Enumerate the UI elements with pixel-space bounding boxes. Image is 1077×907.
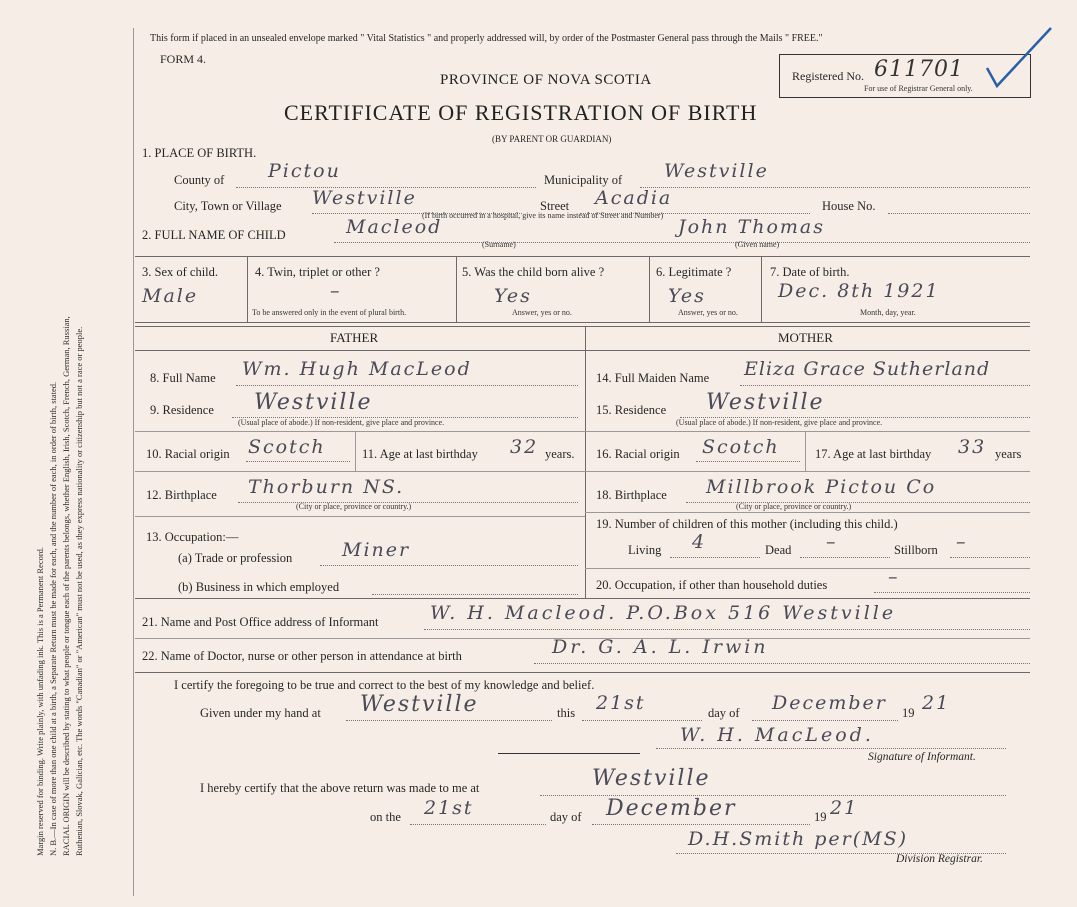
father-racial-label: 10. Racial origin [146, 447, 230, 461]
mother-stillborn-label: Stillborn [894, 543, 938, 557]
month-line [752, 720, 898, 721]
father-name-line [236, 385, 578, 386]
on-the-value: 21st [424, 797, 474, 819]
father-birthplace-value: Thorburn NS. [248, 476, 405, 498]
doctor-label: 22. Name of Doctor, nurse or other person in attendance at birth [142, 649, 462, 663]
child-name-label: 2. FULL NAME OF CHILD [142, 228, 286, 242]
mother-racial-line [696, 461, 800, 462]
form-number: FORM 4. [160, 52, 207, 66]
informant-signature-line [656, 748, 1006, 749]
mother-row-divider-2 [585, 471, 1030, 472]
alive-label: 5. Was the child born alive ? [462, 265, 605, 279]
birth-date-note: Month, day, year. [860, 308, 916, 317]
mother-name-label: 14. Full Maiden Name [596, 371, 710, 385]
check-mark-icon [985, 24, 1055, 94]
registrar-year-prefix: 19 [814, 810, 827, 824]
registrar-note: For use of Registrar General only. [864, 84, 973, 93]
twin-note: To be answered only in the event of plural birth. [252, 308, 407, 317]
legitimate-note: Answer, yes or no. [678, 308, 738, 317]
city-label: City, Town or Village [174, 199, 282, 213]
father-age-unit: years. [545, 447, 575, 461]
birth-date-label: 7. Date of birth. [770, 265, 850, 279]
signature-separator [498, 753, 640, 754]
informant-value: W. H. Macleod. P.O.Box 516 Westville [430, 602, 897, 624]
margin-note-multiple-birth: N. B.—In case of more than one child at a birth, a Separate Return must be made for each, and the number of each, in order of birth, stated. [48, 381, 58, 856]
municipality-label: Municipality of [544, 173, 623, 187]
place-of-birth-label: 1. PLACE OF BIRTH. [142, 146, 257, 160]
child-surname-value: Macleod [346, 216, 443, 238]
mother-dead-value: – [826, 531, 838, 553]
margin-notes [34, 76, 86, 856]
legitimate-value: Yes [668, 285, 706, 307]
certification-top-border [135, 672, 1030, 673]
informant-line [424, 629, 1030, 630]
on-the-line [410, 824, 546, 825]
mother-racial-label: 16. Racial origin [596, 447, 680, 461]
year-prefix: 19 [902, 706, 915, 720]
father-row-divider-2 [135, 471, 585, 472]
certification-statement: I certify the foregoing to be true and correct to the best of my knowledge and belief. [174, 678, 595, 692]
given-place-value: Westville [360, 692, 479, 717]
sex-label: 3. Sex of child. [142, 265, 219, 279]
registrar-year-value: 21 [830, 797, 859, 819]
father-age-value: 32 [510, 436, 539, 458]
margin-note-racial-origin: RACIAL ORIGIN will be described by stating to what people or tongue each of the parents belongs, whether English, Irish, Scotch, French, German, Russian, [61, 316, 71, 856]
margin-note-racial-origin-2: Ruthenian, Slovak, Galician, etc. The words "Canadian" or "American" must not be used, as they express nationality or citizenship but not a race or people. [74, 326, 84, 856]
house-line [888, 213, 1030, 214]
mother-dead-line [800, 557, 890, 558]
mother-birthplace-value: Millbrook Pictou Co [706, 476, 937, 498]
house-label: House No. [822, 199, 876, 213]
informant-top-border [135, 598, 1030, 599]
child-name-line [334, 242, 1030, 243]
mother-age-unit: years [995, 447, 1022, 461]
city-value: Westville [312, 187, 417, 209]
mother-residence-label: 15. Residence [596, 403, 667, 417]
postal-note: This form if placed in an unsealed envelope marked " Vital Statistics " and properly addressed will, by order of the Postmaster General pass through the Mails " FREE." [150, 33, 823, 44]
street-value: Acadia [595, 187, 673, 209]
registrar-place-value: Westville [592, 766, 711, 791]
mother-occupation-value: – [888, 566, 900, 588]
registrar-caption: Division Registrar. [896, 853, 983, 865]
father-age-divider [355, 431, 356, 471]
registered-number: 611701 [874, 57, 964, 82]
mother-age-label: 17. Age at last birthday [815, 447, 932, 461]
father-trade-line [320, 565, 578, 566]
mother-row-divider-4 [585, 568, 1030, 569]
father-occupation-label: 13. Occupation:— [146, 530, 239, 544]
father-residence-label: 9. Residence [150, 403, 214, 417]
this-label: this [557, 706, 576, 720]
mother-living-label: Living [628, 543, 662, 557]
parents-center-divider [585, 326, 586, 598]
mother-dead-label: Dead [765, 543, 792, 557]
day-of-label: day of [708, 706, 740, 720]
municipality-line [640, 187, 1030, 188]
father-residence-note: (Usual place of abode.) If non-resident, give place and province. [238, 418, 445, 427]
mother-birthplace-label: 18. Birthplace [596, 488, 667, 502]
street-label: Street [540, 199, 570, 213]
given-place-line [346, 720, 552, 721]
year-value: 21 [922, 692, 951, 714]
father-racial-line [246, 461, 350, 462]
mother-living-value: 4 [692, 531, 707, 553]
on-the-label: on the [370, 810, 401, 824]
registrar-statement: I hereby certify that the above return was made to me at [200, 781, 480, 795]
province-title: PROVINCE OF NOVA SCOTIA [440, 72, 652, 88]
margin-divider [133, 28, 134, 896]
registrar-signature: D.H.Smith per(MS) [688, 828, 909, 850]
alive-value: Yes [494, 285, 532, 307]
parents-top-border [135, 326, 1030, 327]
row-top-border [135, 256, 1030, 257]
father-row-divider-3 [135, 516, 585, 517]
mother-children-label: 19. Number of children of this mother (including this child.) [596, 517, 898, 531]
father-business-line [372, 594, 578, 595]
mother-occupation-line [874, 592, 1030, 593]
given-caption: (Given name) [735, 240, 780, 249]
this-value: 21st [596, 692, 646, 714]
mother-name-line [740, 385, 1030, 386]
father-name-value: Wm. Hugh MacLeod [242, 358, 472, 380]
mother-heading: MOTHER [778, 330, 833, 345]
sex-value: Male [142, 285, 199, 307]
box-divider-3 [649, 256, 650, 322]
father-birthplace-label: 12. Birthplace [146, 488, 217, 502]
father-age-label: 11. Age at last birthday [362, 447, 478, 461]
father-residence-value: Westville [254, 390, 373, 415]
box-divider-4 [761, 256, 762, 322]
row-bottom-border [135, 322, 1030, 323]
legitimate-label: 6. Legitimate ? [656, 265, 732, 279]
informant-label: 21. Name and Post Office address of Informant [142, 615, 379, 629]
father-business-label: (b) Business in which employed [178, 580, 340, 594]
mother-row-divider-1 [585, 431, 1030, 432]
twin-label: 4. Twin, triplet or other ? [255, 265, 380, 279]
this-line [582, 720, 702, 721]
mother-racial-value: Scotch [702, 436, 780, 458]
registered-label: Registered No. [792, 69, 864, 83]
page-title: CERTIFICATE OF REGISTRATION OF BIRTH [284, 100, 758, 125]
doctor-value: Dr. G. A. L. Irwin [552, 636, 769, 658]
hospital-note: (If birth occurred in a hospital, give its name instead of Street and Number) [422, 211, 664, 220]
heading-underline [135, 350, 1030, 351]
mother-occupation-label: 20. Occupation, if other than household duties [596, 578, 828, 592]
mother-birthplace-note: (City or place, province or country.) [736, 502, 852, 511]
informant-signature-caption: Signature of Informant. [868, 751, 976, 763]
father-trade-label: (a) Trade or profession [178, 551, 293, 565]
father-row-divider-1 [135, 431, 585, 432]
informant-signature: W. H. MacLeod. [680, 724, 874, 746]
municipality-value: Westville [664, 160, 769, 182]
mother-age-value: 33 [958, 436, 987, 458]
birth-date-value: Dec. 8th 1921 [778, 280, 940, 302]
page-subtitle: (BY PARENT OR GUARDIAN) [492, 134, 612, 144]
mother-stillborn-line [950, 557, 1030, 558]
margin-note-binding: Margin reserved for binding. Write plainly, with unfading ink. This is a Permanent Record. [35, 546, 45, 856]
county-label: County of [174, 173, 225, 187]
father-racial-value: Scotch [248, 436, 326, 458]
mother-stillborn-value: – [956, 531, 968, 553]
registrar-month-line [592, 824, 810, 825]
mother-name-value: Eliza Grace Sutherland [744, 358, 991, 380]
surname-caption: (Surname) [482, 240, 516, 249]
father-birthplace-note: (City or place, province or country.) [296, 502, 412, 511]
given-label: Given under my hand at [200, 706, 321, 720]
county-value: Pictou [268, 160, 341, 182]
father-heading: FATHER [330, 330, 379, 345]
alive-note: Answer, yes or no. [512, 308, 572, 317]
mother-residence-value: Westville [706, 390, 825, 415]
box-divider-1 [247, 256, 248, 322]
twin-value: – [330, 280, 342, 302]
father-name-label: 8. Full Name [150, 371, 216, 385]
registrar-month-value: December [606, 796, 737, 821]
father-trade-value: Miner [342, 539, 411, 561]
box-divider-2 [456, 256, 457, 322]
child-given-value: John Thomas [678, 216, 826, 238]
mother-living-line [670, 557, 760, 558]
doctor-line [534, 663, 1030, 664]
mother-age-divider [805, 431, 806, 471]
mother-row-divider-3 [585, 512, 1030, 513]
registrar-day-of-label: day of [550, 810, 582, 824]
mother-residence-note: (Usual place of abode.) If non-resident, give place and province. [676, 418, 883, 427]
month-value: December [772, 692, 887, 714]
